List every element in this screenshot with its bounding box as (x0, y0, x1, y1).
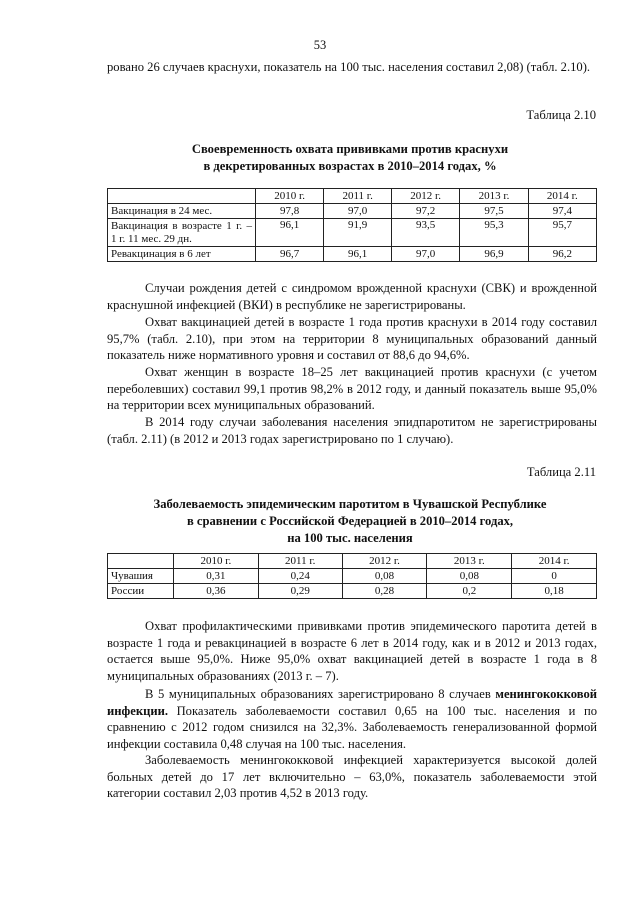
table-cell: 0,31 (174, 569, 259, 584)
table-row (108, 204, 597, 219)
table-cell: 96,1 (256, 219, 324, 247)
paragraph-mumps: В 2014 году случаи заболевания населения эпидпаротитом не зарегистрированы (табл. 2.11) (в 2012 и 2013 годах зарегистрировано по 1 случаю). (107, 415, 597, 446)
paragraph-women-coverage: Охват женщин в возрасте 18–25 лет вакцинацией против краснухи (с учетом переболевших) составил 99,1 против 98,2% в 2012 году, и данный показатель выше 95,0% на территории всех муниципальных образований. (107, 365, 597, 412)
header-cell: 2011 г. (324, 189, 392, 204)
header-cell: 2014 г. (512, 554, 597, 569)
table-cell: 96,2 (528, 247, 596, 262)
meningococcal-text-b: Показатель заболеваемости составил 0,65 на 100 тыс. населения и по сравнению с 2012 годом снизился на 32,3%. Заболеваемость генерализованной формой инфекции составила 0,48 случая на 100 тыс. населения. (107, 703, 597, 751)
row-label: России (108, 584, 174, 599)
table2-title-line3: на 100 тыс. населения (287, 531, 413, 545)
header-cell: 2011 г. (258, 554, 342, 569)
header-cell: 2013 г. (460, 189, 528, 204)
header-cell: 2012 г. (342, 554, 427, 569)
table-cell: 0,28 (342, 584, 427, 599)
table1-title-line1: Своевременность охвата прививками против краснухи (191, 142, 509, 156)
table-cell: 97,5 (460, 204, 528, 219)
table-cell: 95,3 (460, 219, 528, 247)
table-cell: 97,8 (256, 204, 324, 219)
paragraph-meningococcal-children: Заболеваемость менингококковой инфекцией характеризуется высокой долей больных детей до 17 лет включительно – 63,0%, показатель заболеваемости этой категории составил 2,03 против 4,52 в 2013 году. (107, 753, 597, 800)
table-cell: 97,0 (391, 247, 459, 262)
table-row (108, 584, 597, 599)
meningococcal-bold-term: менингококковой инфекции. (107, 687, 597, 718)
table-cell: 0,08 (342, 569, 427, 584)
table2-title-line2: в сравнении с Российской Федерацией в 2010–2014 годах, (186, 514, 514, 528)
header-cell: 2014 г. (528, 189, 596, 204)
row-label: Вакцинация в возрасте 1 г. – 1 г. 11 мес. 29 дн. (108, 219, 256, 247)
table-cell: 0,18 (512, 584, 597, 599)
table-cell: 0,2 (427, 584, 512, 599)
table-cell: 96,9 (460, 247, 528, 262)
table-row (108, 569, 597, 584)
header-cell: 2013 г. (427, 554, 512, 569)
table-cell: 0,29 (258, 584, 342, 599)
header-cell: 2010 г. (174, 554, 259, 569)
row-label: Чувашия (108, 569, 174, 584)
table-cell: 97,0 (324, 204, 392, 219)
table-row (108, 219, 597, 247)
table-header-row (108, 189, 597, 204)
table-rubella-coverage (107, 188, 597, 262)
table-mumps-incidence (107, 553, 597, 599)
table2-title-line1: Заболеваемость эпидемическим паротитом в Чувашской Республике (153, 497, 547, 511)
intro-paragraph: ровано 26 случаев краснухи, показатель на 100 тыс. населения составил 2,08) (табл. 2.10). (107, 60, 591, 74)
table1-title-line2: в декретированных возрастах в 2010–2014 годах, % (203, 159, 497, 173)
table-header-row (108, 554, 597, 569)
header-cell: 2012 г. (391, 189, 459, 204)
row-label: Ревакцинация в 6 лет (108, 247, 256, 262)
table-cell: 95,7 (528, 219, 596, 247)
table-cell: 93,5 (391, 219, 459, 247)
meningococcal-text-a: В 5 муниципальных образованиях зарегистрировано 8 случаев (145, 687, 496, 701)
header-cell: 2010 г. (256, 189, 324, 204)
paragraph-mumps-coverage: Охват профилактическими прививками против эпидемического паротита детей в возрасте 1 года и ревакцинацией в возрасте 6 лет в 2014 году, как и в 2012 и 2013 годах, остается выше 95,0%. Ниже 95,0% охват вакцинацией детей в возрасте 1 года в 8 муниципальных образованиях (2013 г. – 7). (107, 619, 597, 683)
table-cell: 96,1 (324, 247, 392, 262)
table-cell: 0,08 (427, 569, 512, 584)
table1-caption: Таблица 2.10 (526, 108, 596, 122)
paragraph-svk: Случаи рождения детей с синдромом врожденной краснухи (СВК) и врожденной краснушной инфекцией (ВКИ) в республике не зарегистрированы. (107, 281, 597, 312)
table2-caption: Таблица 2.11 (526, 465, 596, 479)
table-cell: 91,9 (324, 219, 392, 247)
table-cell: 97,2 (391, 204, 459, 219)
header-cell (108, 554, 174, 569)
table-row (108, 247, 597, 262)
page-number: 53 (313, 38, 327, 52)
table-cell: 0,36 (174, 584, 259, 599)
table-cell: 0 (512, 569, 597, 584)
table-cell: 96,7 (256, 247, 324, 262)
table-cell: 0,24 (258, 569, 342, 584)
table-cell: 97,4 (528, 204, 596, 219)
paragraph-meningococcal (107, 686, 597, 752)
paragraph-vaccination-coverage: Охват вакцинацией детей в возрасте 1 года против краснухи в 2014 году составил 95,7% (табл. 2.10), при этом на территории 8 муниципальных образований данный показатель ниже нормативного уровня и составил от 88,6 до 94,6%. (107, 315, 597, 362)
row-label: Вакцинация в 24 мес. (108, 204, 256, 219)
header-cell (108, 189, 256, 204)
